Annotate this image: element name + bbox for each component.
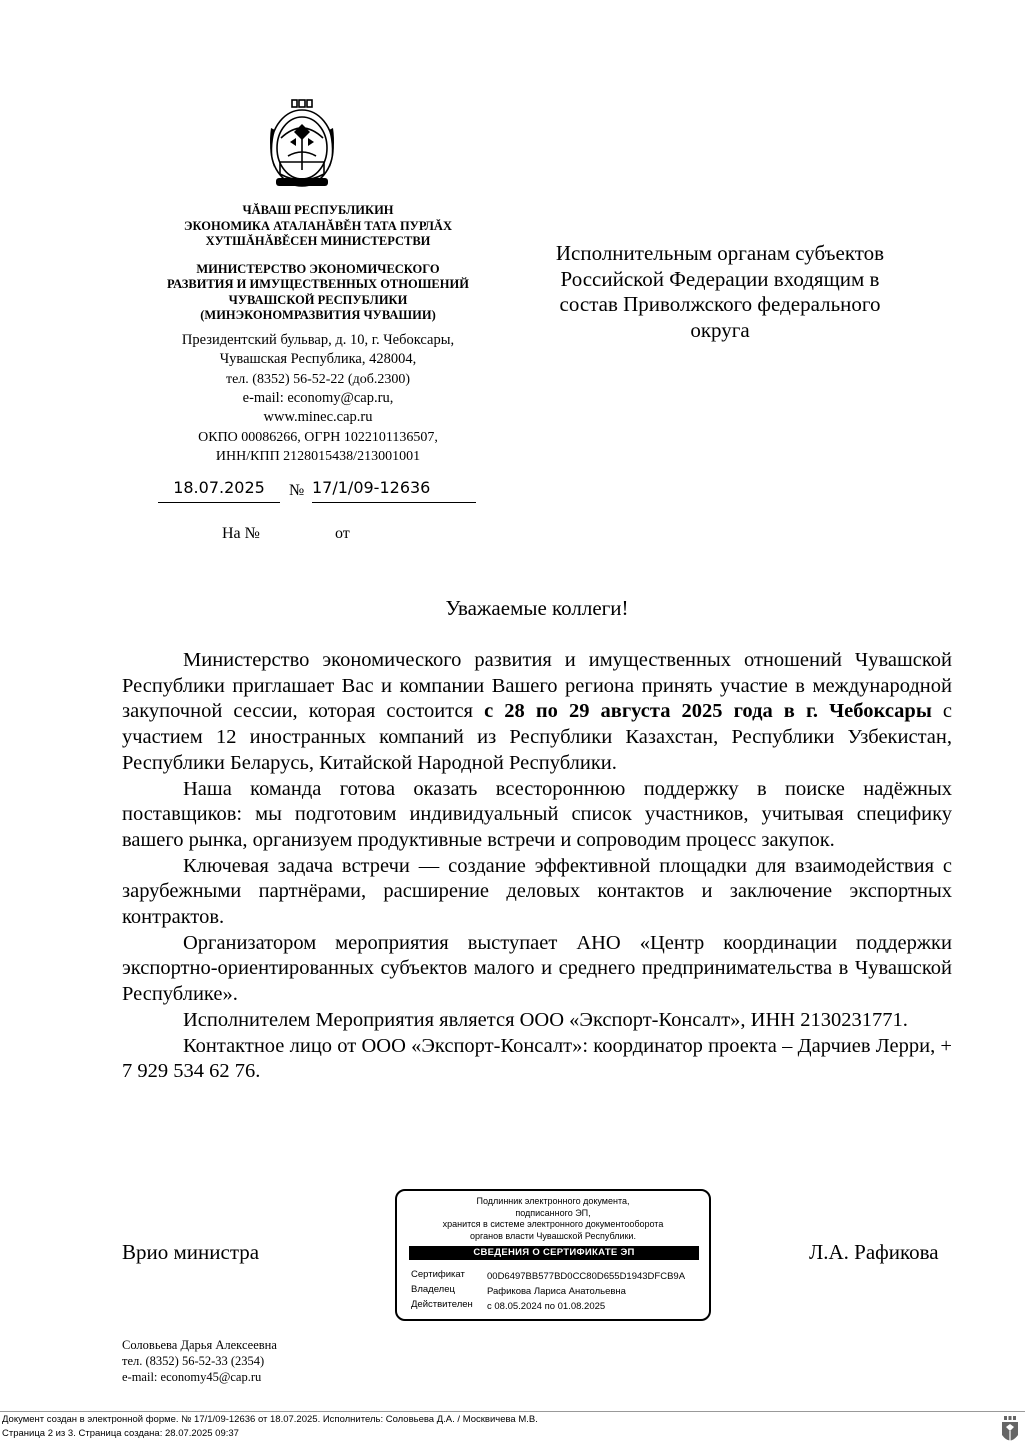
paragraph-text: с участием 12 иностранных компаний из Республики Казахстан, Республики Узбекистан, Республики Беларусь, Китайской Народной Республики. bbox=[122, 700, 953, 774]
paragraph-support: Наша команда готова оказать всестороннюю поддержку в поиске надёжных поставщиков: мы подготовим индивидуальный список участников, учитывая специфику вашего рынка, организуем продуктивные встречи и сопроводим процесс закупок. bbox=[122, 777, 952, 851]
ministry-header bbox=[148, 203, 488, 466]
reply-from-label: от bbox=[335, 525, 350, 542]
number-sign: № bbox=[289, 482, 305, 499]
paragraph-text: Министерство экономического развития и имущественных отношений Чувашской Республики приглашает Вас и компании Вашего региона принять участие в международной закупочной сессии, которая состоится bbox=[122, 649, 952, 723]
address-line: Президентский бульвар, д. 10, г. Чебоксары, bbox=[181, 331, 455, 348]
org-name-chuvash-line: ЭКОНОМИКА АТАЛАНĂВĚН ТАТА ПУРЛĂХ bbox=[184, 218, 452, 233]
org-name-russian-line: МИНИСТЕРСТВО ЭКОНОМИЧЕСКОГО bbox=[196, 261, 440, 276]
stamp-heading bbox=[397, 1196, 709, 1242]
stamp-heading-line: подписанного ЭП, bbox=[515, 1207, 591, 1218]
addressee-line: Российской Федерации входящим в bbox=[560, 266, 880, 291]
owner-label: Владелец bbox=[411, 1284, 455, 1295]
inn-kpp-line: ИНН/КПП 2128015438/213001001 bbox=[215, 448, 421, 464]
signer-name: Л.А. Рафикова bbox=[809, 1240, 939, 1264]
website-line: www.minec.cap.ru bbox=[263, 409, 373, 426]
stamp-heading-line: органов власти Чувашской Республики. bbox=[470, 1230, 636, 1241]
certificate-value: 00D6497BB577BD0CC80D655D1943DFCB9A bbox=[487, 1271, 686, 1282]
small-coat-of-arms-icon bbox=[1000, 1415, 1020, 1447]
date-underline bbox=[158, 502, 280, 503]
paragraph-goal: Ключевая задача встречи — создание эффективной площадки для взаимодействия с зарубежными партнёрами, расширение деловых контактов и заключение экспортных контрактов. bbox=[122, 854, 952, 929]
paragraph-contact: Контактное лицо от ООО «Экспорт-Консалт»: координатор проекта – Дарчиев Лерри, + 7 929 534 62 76. bbox=[122, 1034, 952, 1083]
paragraph-organizer: Организатором мероприятия выступает АНО «Центр координации поддержки экспортно-ориентированных субъектов малого и среднего предпринимательства в Чувашской Республике». bbox=[122, 931, 952, 1006]
document-date: 18.07.2025 bbox=[173, 478, 265, 497]
email-line: e-mail: economy@cap.ru, bbox=[242, 389, 394, 406]
addressee-line: Исполнительным органам субъектов bbox=[555, 241, 885, 265]
document-footer bbox=[2, 1413, 992, 1441]
addressee-block bbox=[528, 241, 912, 344]
executor-phone: тел. (8352) 56-52-33 (2354) bbox=[122, 1354, 265, 1368]
phone-line: тел. (8352) 56-52-22 (доб.2300) bbox=[225, 371, 411, 387]
stamp-heading-line: хранится в системе электронного документооборота bbox=[442, 1219, 664, 1229]
certificate-label: Сертификат bbox=[411, 1269, 465, 1280]
signer-title: Врио министра bbox=[122, 1240, 260, 1264]
number-underline bbox=[312, 502, 476, 503]
chuvash-coat-of-arms-emblem bbox=[266, 98, 338, 196]
footer-divider bbox=[0, 1411, 1025, 1412]
org-name-chuvash-line: ЧĂВАШ РЕСПУБЛИКИН bbox=[242, 203, 394, 217]
letter-body bbox=[122, 648, 952, 1085]
footer-line: Страница 2 из 3. Страница создана: 28.07.2025 09:37 bbox=[2, 1428, 239, 1439]
org-name-russian-line: РАЗВИТИЯ И ИМУЩЕСТВЕННЫХ ОТНОШЕНИЙ bbox=[167, 277, 469, 291]
validity-value: с 08.05.2024 по 01.08.2025 bbox=[487, 1301, 606, 1312]
owner-value: Рафикова Лариса Анатольевна bbox=[487, 1286, 626, 1297]
executor-name: Соловьева Дарья Алексеевна bbox=[122, 1338, 277, 1352]
reply-number-label: На № bbox=[222, 525, 260, 542]
addressee-line: округа bbox=[690, 318, 750, 343]
addressee-line: состав Приволжского федерального bbox=[559, 292, 881, 317]
org-name-russian-line: (МИНЭКОНОМРАЗВИТИЯ ЧУВАШИИ) bbox=[200, 308, 436, 322]
paragraph-executor: Исполнителем Мероприятия является ООО «Экспорт-Консалт», ИНН 2130231771. bbox=[183, 1008, 908, 1031]
executor-block bbox=[122, 1337, 277, 1385]
okpo-ogrn-line: ОКПО 00086266, ОГРН 1022101136507, bbox=[198, 429, 438, 445]
validity-label: Действителен bbox=[411, 1299, 473, 1310]
stamp-certificate-bar: СВЕДЕНИЯ О СЕРТИФИКАТЕ ЭП bbox=[409, 1246, 699, 1260]
paragraph-invitation bbox=[122, 648, 952, 777]
stamp-heading-line: Подлинник электронного документа, bbox=[476, 1196, 630, 1206]
address-line: Чувашская Республика, 428004, bbox=[219, 351, 417, 368]
executor-email: e-mail: economy45@cap.ru bbox=[122, 1370, 262, 1384]
document-number: 17/1/09-12636 bbox=[312, 478, 431, 497]
salutation: Уважаемые коллеги! bbox=[445, 596, 629, 620]
org-name-russian-line: ЧУВАШСКОЙ РЕСПУБЛИКИ bbox=[228, 292, 408, 307]
org-name-chuvash-line: ХУТШĂНĂВĚСЕН МИНИСТЕРСТВИ bbox=[205, 234, 431, 248]
event-date-place: с 28 по 29 августа 2025 года в г. Чебоксары bbox=[484, 700, 932, 723]
footer-line: Документ создан в электронной форме. № 17/1/09-12636 от 18.07.2025. Исполнитель: Соловьева Д.А. / Москвичева М.В. bbox=[2, 1414, 538, 1425]
electronic-signature-stamp bbox=[395, 1189, 711, 1321]
